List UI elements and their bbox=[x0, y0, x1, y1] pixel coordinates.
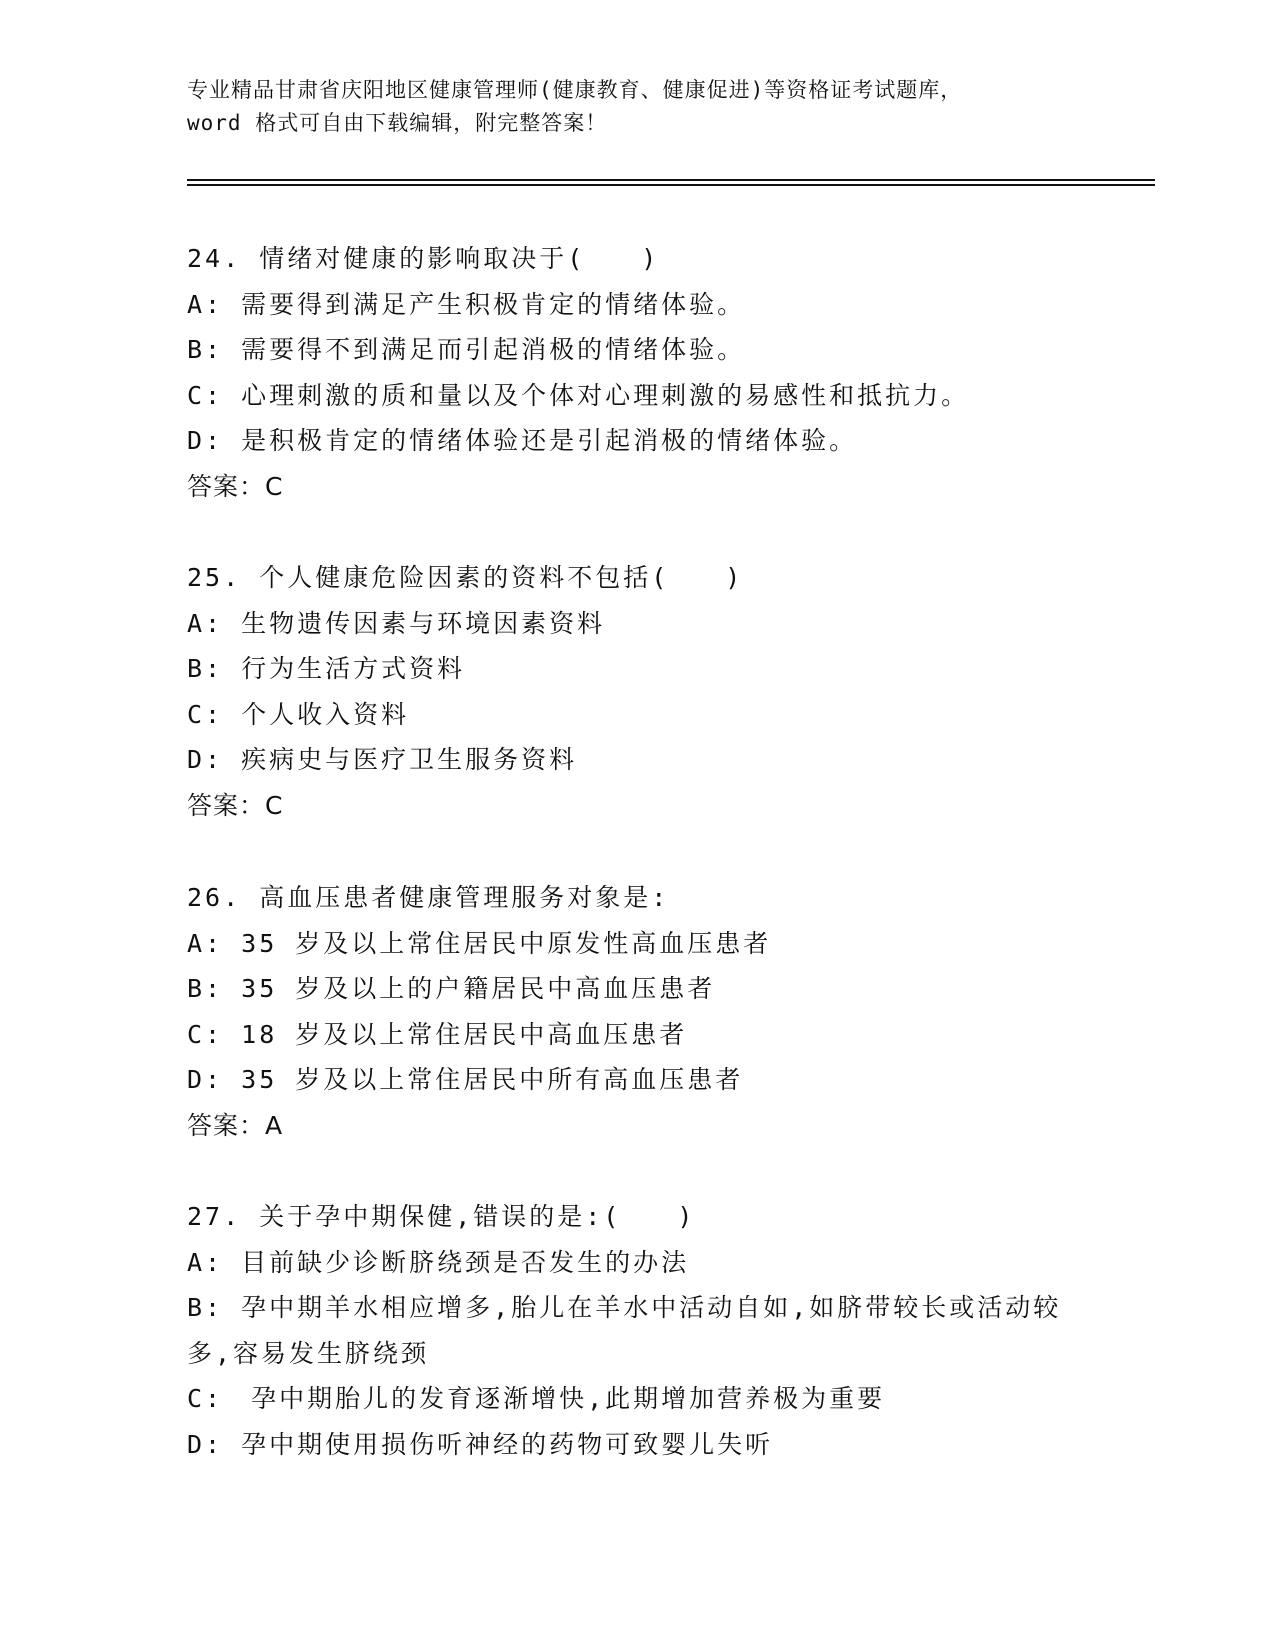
option-b: B: 需要得不到满足而引起消极的情绪体验。 bbox=[187, 335, 746, 364]
question-27 bbox=[187, 1194, 1087, 1467]
question-25 bbox=[187, 555, 1087, 828]
document-header bbox=[187, 74, 1087, 140]
question-stem: 24. 情绪对健康的影响取决于( ) bbox=[187, 244, 660, 273]
question-stem: 26. 高血压患者健康管理服务对象是: bbox=[187, 883, 670, 912]
question-stem: 25. 个人健康危险因素的资料不包括( ) bbox=[187, 563, 744, 592]
option-d: D: 35 岁及以上常住居民中所有高血压患者 bbox=[187, 1065, 744, 1094]
option-a: A: 需要得到满足产生积极肯定的情绪体验。 bbox=[187, 289, 746, 319]
header-divider-bottom bbox=[187, 184, 1155, 186]
option-c: C: 孕中期胎儿的发育逐渐增快,此期增加营养极为重要 bbox=[187, 1384, 886, 1413]
question-24 bbox=[187, 236, 1087, 509]
option-c: C: 18 岁及以上常住居民中高血压患者 bbox=[187, 1019, 688, 1049]
option-a: A: 目前缺少诊断脐绕颈是否发生的办法 bbox=[187, 1247, 690, 1277]
option-b: B: 35 岁及以上的户籍居民中高血压患者 bbox=[187, 974, 716, 1003]
answer: 答案：C bbox=[187, 790, 284, 820]
option-c: C: 心理刺激的质和量以及个体对心理刺激的易感性和抵抗力。 bbox=[187, 380, 970, 410]
option-b: B: 行为生活方式资料 bbox=[187, 654, 466, 683]
option-d: D: 是积极肯定的情绪体验还是引起消极的情绪体验。 bbox=[187, 426, 858, 455]
question-26 bbox=[187, 875, 1087, 1148]
answer: 答案：C bbox=[187, 471, 284, 501]
option-a: A: 35 岁及以上常住居民中原发性高血压患者 bbox=[187, 928, 772, 958]
question-stem: 27. 关于孕中期保健,错误的是:( ) bbox=[187, 1202, 696, 1231]
header-title-line-1: 专业精品甘肃省庆阳地区健康管理师(健康教育、健康促进)等资格证考试题库， bbox=[187, 78, 963, 102]
option-d: D: 孕中期使用损伤听神经的药物可致婴儿失听 bbox=[187, 1429, 774, 1459]
option-d: D: 疾病史与医疗卫生服务资料 bbox=[187, 745, 578, 774]
header-title-line-2: word 格式可自由下载编辑，附完整答案！ bbox=[187, 111, 608, 135]
option-b: B: 孕中期羊水相应增多,胎儿在羊水中活动自如,如脐带较长或活动较多,容易发生脐绕颈 bbox=[187, 1293, 1062, 1368]
option-c: C: 个人收入资料 bbox=[187, 699, 410, 729]
option-a: A: 生物遗传因素与环境因素资料 bbox=[187, 608, 606, 638]
answer: 答案：A bbox=[187, 1110, 284, 1140]
header-divider-top bbox=[187, 179, 1155, 181]
